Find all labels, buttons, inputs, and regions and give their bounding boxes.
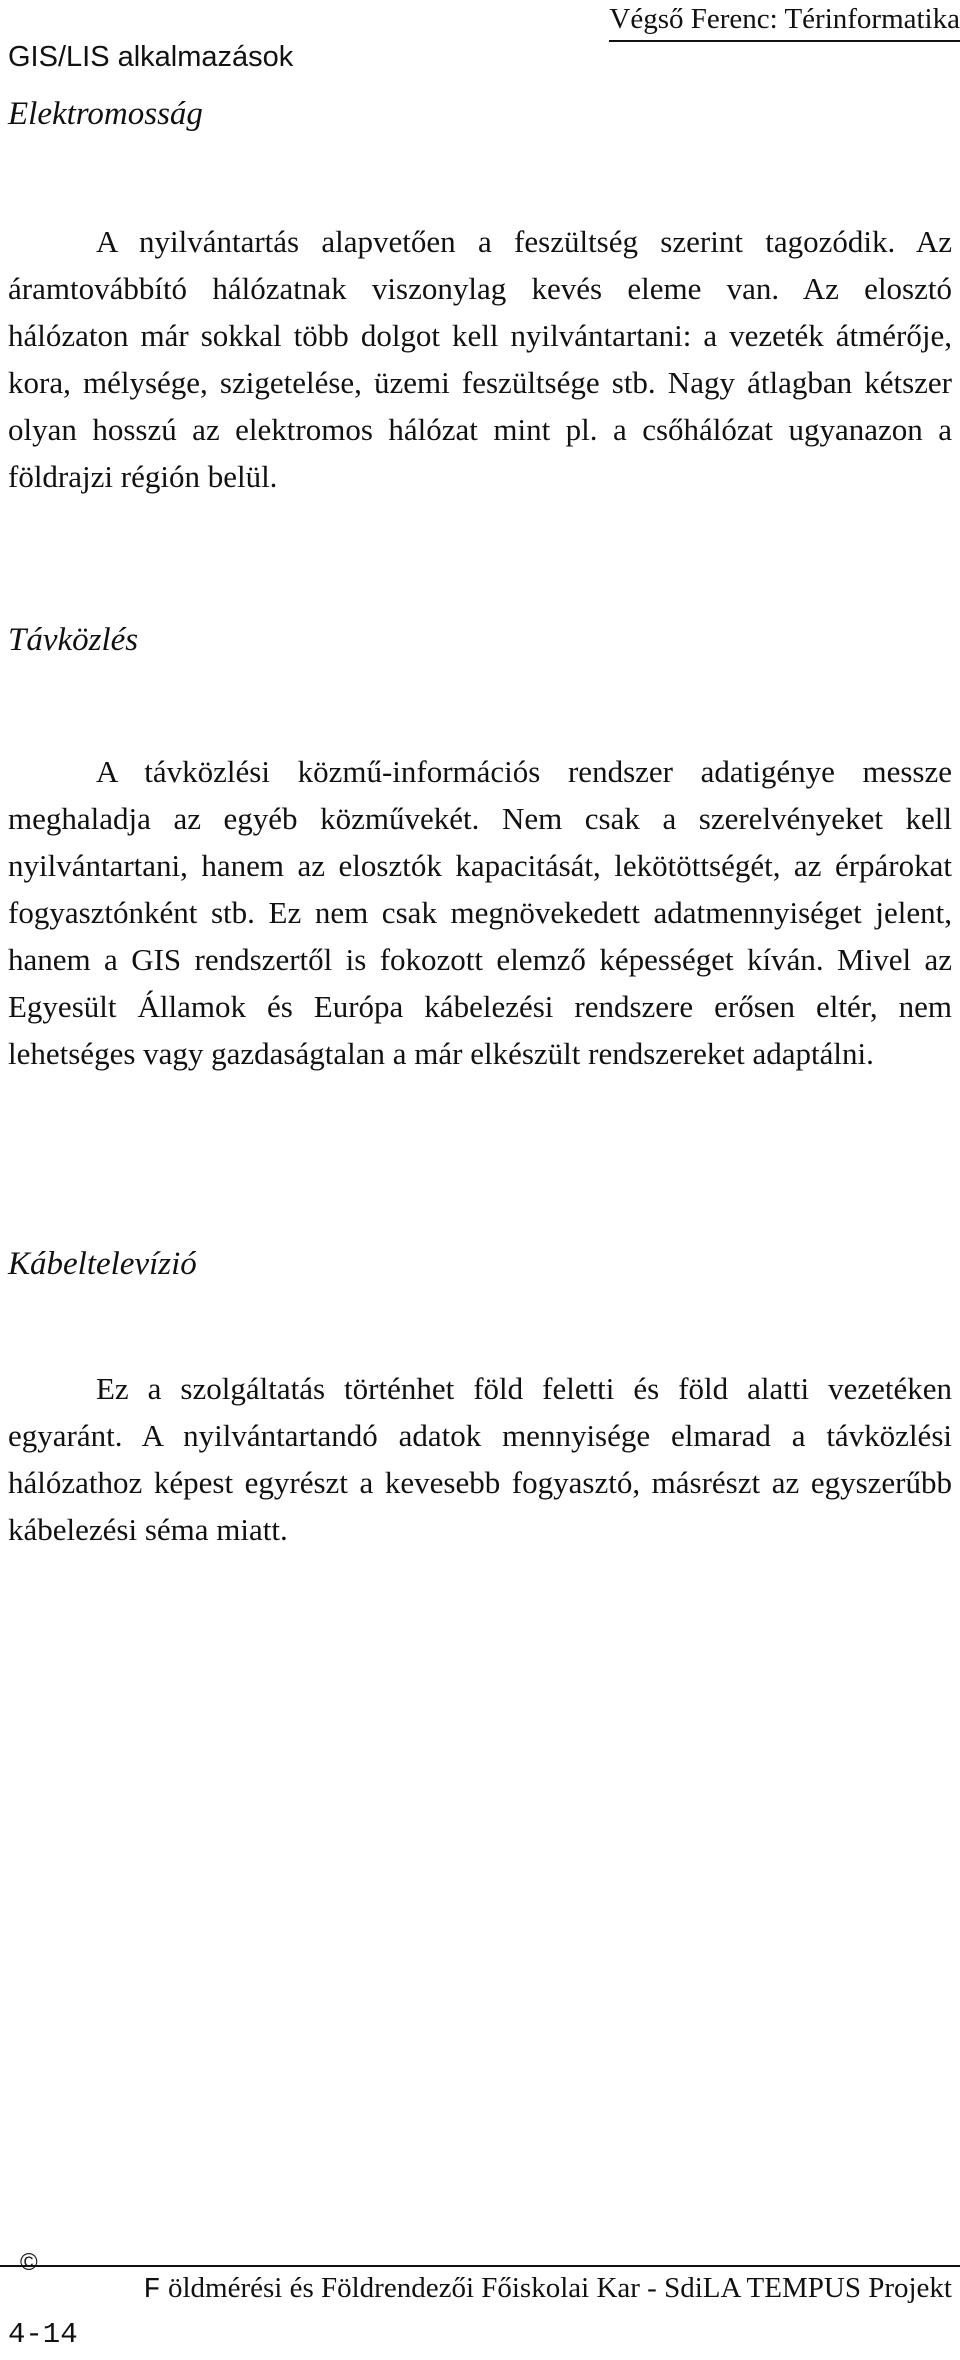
section-heading-elektromossag: Elektromosság	[8, 96, 203, 132]
footer-institution	[143, 2270, 952, 2308]
section-heading-kabeltelevizio: Kábeltelevízió	[8, 1246, 197, 1282]
running-header-author-title: Végső Ferenc: Térinformatika	[609, 2, 960, 42]
paragraph-kabeltelevizio: Ez a szolgáltatás történhet föld feletti és föld alatti vezetéken egyaránt. A nyilvántartandó adatok mennyisége elmarad a távközlési hálózathoz képest egyrészt a kevesebb fogyasztó, másrészt az egyszerűbb kábelezési séma miatt.	[8, 1371, 952, 1547]
paragraph-tavkozles: A távközlési közmű-információs rendszer adatigénye messze meghaladja az egyéb közművekét. Nem csak a szerelvényeket kell nyilvántartani, hanem az elosztók kapacitását, lekötöttségét, az érpárokat fogyasztónként stb. Ez nem csak megnövekedett adatmennyiséget jelent, hanem a GIS rendszertől is fokozott elemző képességet kíván. Mivel az Egyesült Államok és Európa kábelezési rendszere erősen eltér, nem lehetséges vagy gazdaságtalan a már elkészült rendszereket adaptálni.	[8, 754, 952, 1071]
paragraph-elektromossag: A nyilvántartás alapvetően a feszültség szerint tagozódik. Az áramtovábbító hálózatnak viszonylag kevés eleme van. Az elosztó hálózaton már sokkal több dolgot kell nyilvántartani: a vezeték átmérője, kora, mélysége, szigetelése, üzemi feszültsége stb. Nagy átlagban kétszer olyan hosszú az elektromos hálózat mint pl. a csőhálózat ugyanazon a földrajzi régión belül.	[8, 224, 952, 494]
page-number: 4-14	[8, 2318, 78, 2351]
copyright-icon: ©	[20, 2249, 38, 2276]
running-header-chapter: GIS/LIS alkalmazások	[8, 41, 294, 73]
section-heading-tavkozles: Távközlés	[8, 622, 139, 658]
footer-rule	[0, 2265, 960, 2267]
footer-text: öldmérési és Földrendezői Főiskolai Kar - SdiLA TEMPUS Projekt	[167, 2272, 952, 2304]
footer-initial: F	[143, 2273, 161, 2306]
